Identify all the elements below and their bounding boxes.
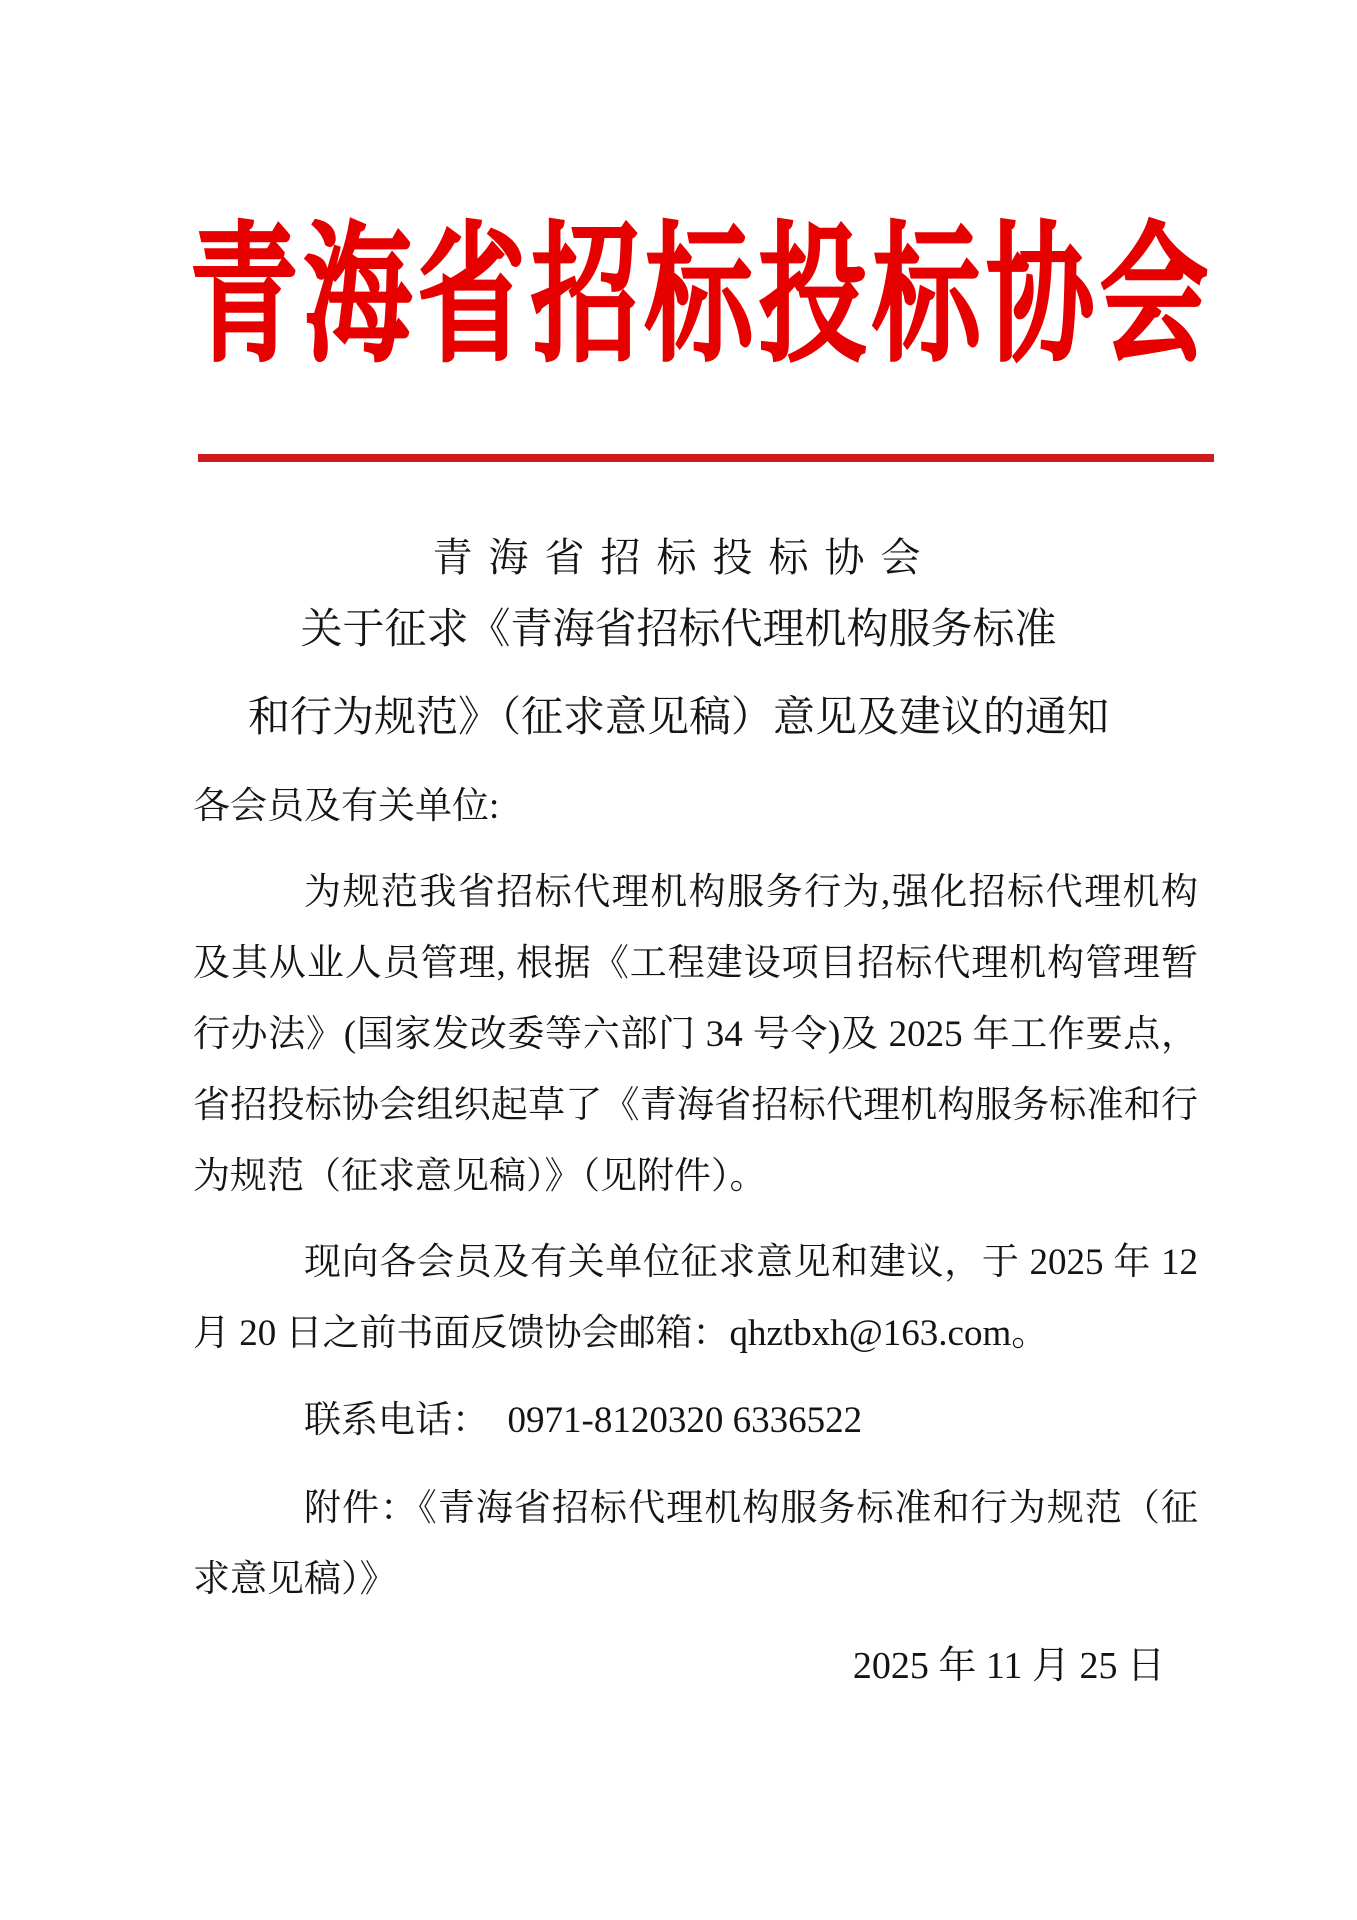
body-line: 行办法》(国家发改委等六部门 34 号令)及 2025 年工作要点， [193, 1014, 1198, 1055]
body-line: 为规范我省招标代理机构服务行为,强化招标代理机构 [304, 872, 1198, 913]
document-title-organization-line: 青 海 省 招 标 投 标 协 会 [432, 535, 924, 580]
body-line: 现向各会员及有关单位征求意见和建议，于 2025 年 12 [304, 1242, 1198, 1283]
organization-header-red: 青海省招标投标协会 [189, 214, 1214, 380]
body-line: 为规范（征求意见稿）》（见附件）。 [193, 1156, 767, 1197]
document-title-line-1: 关于征求《青海省招标代理机构服务标准 [300, 607, 1057, 653]
body-line: 月 20 日之前书面反馈协会邮箱：qhztbxh@163.com。 [193, 1313, 1049, 1354]
body-paragraph-1 [193, 857, 1198, 1212]
body-paragraph-contact [193, 1385, 1198, 1456]
red-divider-rule [198, 454, 1214, 462]
body-line: 附件：《青海省招标代理机构服务标准和行为规范（征 [304, 1488, 1198, 1529]
document-title-line-2: 和行为规范》（征求意见稿）意见及建议的通知 [247, 695, 1109, 741]
body-paragraph-attachment [193, 1473, 1198, 1615]
body-line: 联系电话： 0971-8120320 6336522 [304, 1400, 863, 1441]
body-line: 及其从业人员管理, 根据《工程建设项目招标代理机构管理暂 [193, 943, 1198, 984]
body-line: 求意见稿）》 [193, 1559, 397, 1600]
salutation-line: 各会员及有关单位: [193, 786, 500, 827]
body-line: 省招投标协会组织起草了《青海省招标代理机构服务标准和行 [193, 1085, 1198, 1126]
document-date: 2025 年 11 月 25 日 [852, 1645, 1165, 1687]
body-paragraph-2 [193, 1227, 1198, 1369]
